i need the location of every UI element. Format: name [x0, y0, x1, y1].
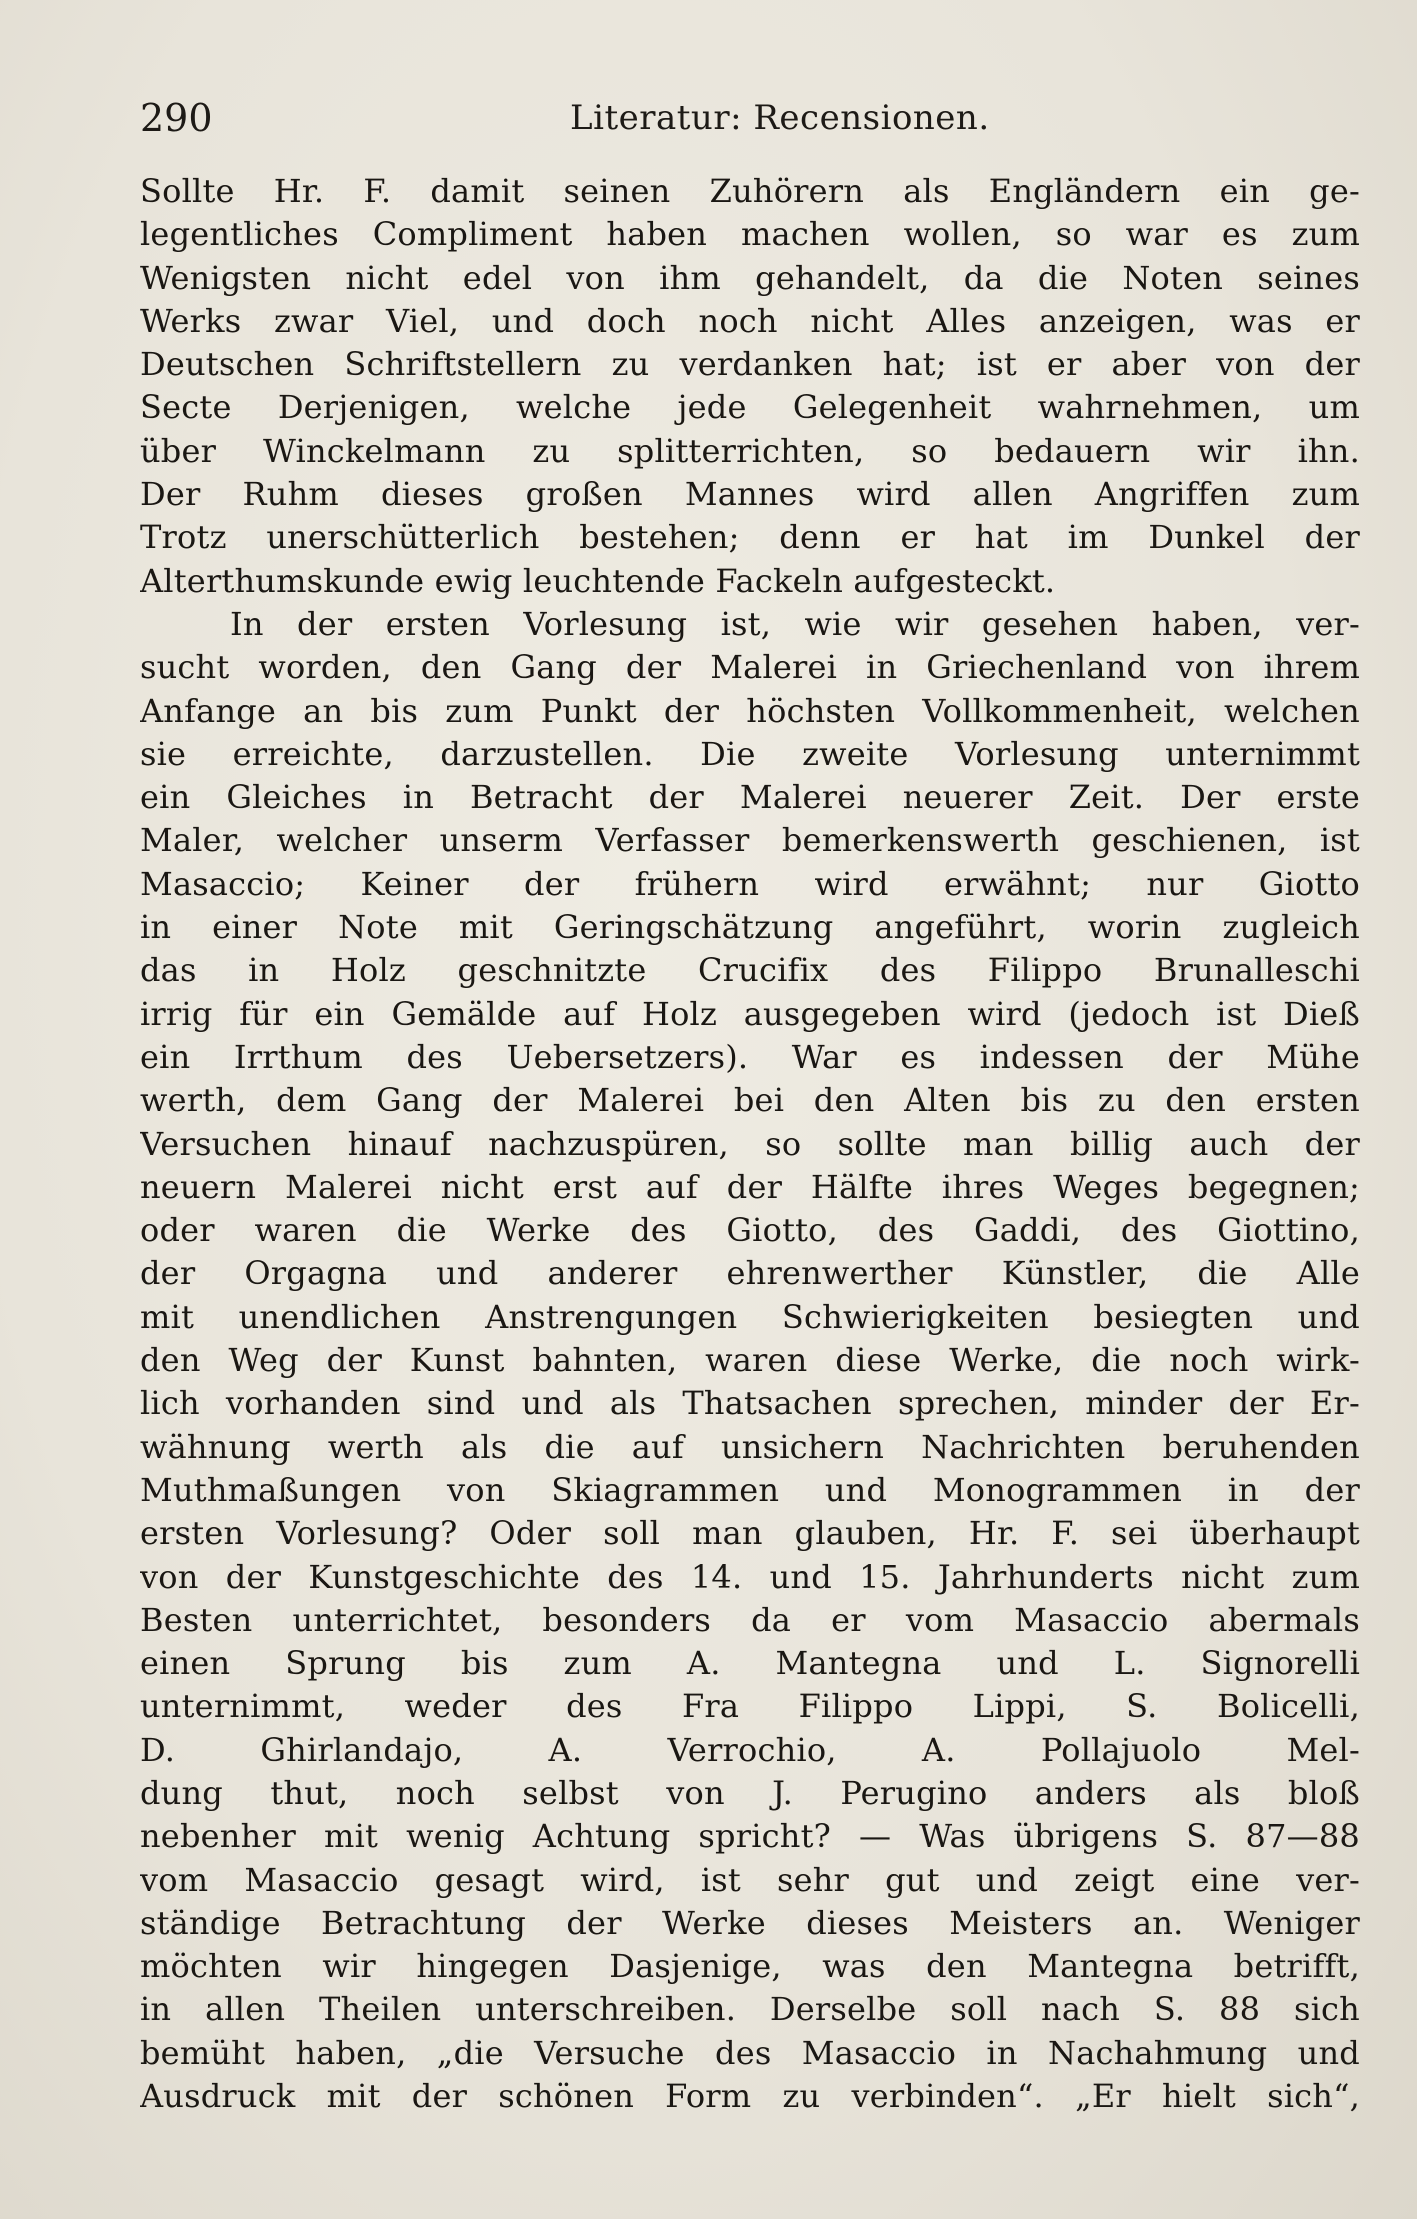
- text-line: sucht worden, den Gang der Malerei in Griechenland von ihrem: [140, 648, 1360, 687]
- text-line: D. Ghirlandajo, A. Verrochio, A. Pollajuolo Mel-: [140, 1730, 1360, 1769]
- text-line: ein Irrthum des Uebersetzers). War es indessen der Mühe: [140, 1037, 1360, 1076]
- text-line-paragraph-start: In der ersten Vorlesung ist, wie wir gesehen haben, ver-: [230, 604, 1360, 643]
- text-line: Alterthumskunde ewig leuchtende Fackeln aufgesteckt.: [140, 561, 1056, 600]
- text-line: einen Sprung bis zum A. Mantegna und L. Signorelli: [140, 1644, 1360, 1683]
- text-line: sie erreichte, darzustellen. Die zweite Vorlesung unternimmt: [140, 734, 1360, 773]
- text-line: Ausdruck mit der schönen Form zu verbinden“. „Er hielt sich“,: [140, 2077, 1360, 2116]
- text-line: Versuchen hinauf nachzuspüren, so sollte man billig auch der: [140, 1124, 1360, 1163]
- text-line: von der Kunstgeschichte des 14. und 15. Jahrhunderts nicht zum: [140, 1557, 1360, 1596]
- text-line: den Weg der Kunst bahnten, waren diese Werke, die noch wirk-: [140, 1341, 1360, 1380]
- text-line: Der Ruhm dieses großen Mannes wird allen Angriffen zum: [140, 475, 1360, 514]
- text-line: möchten wir hingegen Dasjenige, was den Mantegna betrifft,: [140, 1947, 1360, 1986]
- text-line: in allen Theilen unterschreiben. Derselbe soll nach S. 88 sich: [140, 1990, 1360, 2029]
- text-line: Sollte Hr. F. damit seinen Zuhörern als Engländern ein ge-: [140, 172, 1360, 210]
- page-header: [140, 90, 1360, 146]
- text-line: vom Masaccio gesagt wird, ist sehr gut und zeigt eine ver-: [140, 1860, 1360, 1899]
- text-line: wähnung werth als die auf unsichern Nachrichten beruhenden: [140, 1427, 1360, 1466]
- text-line: werth, dem Gang der Malerei bei den Alten bis zu den ersten: [140, 1081, 1360, 1120]
- text-line: ständige Betrachtung der Werke dieses Meisters an. Weniger: [140, 1903, 1360, 1942]
- text-line: über Winckelmann zu splitterrichten, so bedauern wir ihn.: [140, 431, 1360, 470]
- text-line: mit unendlichen Anstrengungen Schwierigkeiten besiegten und: [140, 1297, 1360, 1336]
- text-line: Wenigsten nicht edel von ihm gehandelt, da die Noten seines: [140, 258, 1360, 297]
- text-line: neuern Malerei nicht erst auf der Hälfte ihres Weges begegnen;: [140, 1167, 1360, 1206]
- text-line: Maler, welcher unserm Verfasser bemerkenswerth geschienen, ist: [140, 821, 1360, 860]
- text-line: Secte Derjenigen, welche jede Gelegenheit wahrnehmen, um: [140, 388, 1360, 427]
- text-line: oder waren die Werke des Giotto, des Gaddi, des Giottino,: [140, 1211, 1360, 1250]
- text-line: nebenher mit wenig Achtung spricht? — Was übrigens S. 87—88: [140, 1817, 1360, 1856]
- text-line: bemüht haben, „die Versuche des Masaccio in Nachahmung und: [140, 2033, 1360, 2072]
- text-line: irrig für ein Gemälde auf Holz ausgegeben wird (jedoch ist Dieß: [140, 994, 1360, 1033]
- running-head: Literatur: Recensionen.: [570, 98, 990, 138]
- text-line: das in Holz geschnitzte Crucifix des Filippo Brunalleschi: [140, 951, 1360, 990]
- text-line: in einer Note mit Geringschätzung angeführt, worin zugleich: [140, 908, 1360, 947]
- text-line: lich vorhanden sind und als Thatsachen sprechen, minder der Er-: [140, 1384, 1360, 1423]
- text-line: Anfange an bis zum Punkt der höchsten Vollkommenheit, welchen: [140, 691, 1360, 730]
- text-line: der Orgagna und anderer ehrenwerther Künstler, die Alle: [140, 1254, 1360, 1293]
- text-line: Besten unterrichtet, besonders da er vom Masaccio abermals: [140, 1600, 1360, 1639]
- text-line: Deutschen Schriftstellern zu verdanken hat; ist er aber von der: [140, 345, 1360, 384]
- text-line: Masaccio; Keiner der frühern wird erwähnt; nur Giotto: [140, 864, 1360, 903]
- page-number: 290: [140, 96, 213, 140]
- text-line: Muthmaßungen von Skiagrammen und Monogrammen in der: [140, 1470, 1360, 1509]
- text-line: Trotz unerschütterlich bestehen; denn er hat im Dunkel der: [140, 518, 1360, 557]
- text-line: unternimmt, weder des Fra Filippo Lippi, S. Bolicelli,: [140, 1687, 1360, 1726]
- text-line: Werks zwar Viel, und doch noch nicht Alles anzeigen, was er: [140, 301, 1360, 340]
- text-line: ersten Vorlesung? Oder soll man glauben, Hr. F. sei überhaupt: [140, 1514, 1360, 1553]
- text-line: ein Gleiches in Betracht der Malerei neuerer Zeit. Der erste: [140, 778, 1360, 817]
- body-text: [140, 170, 1360, 2116]
- text-line: legentliches Compliment haben machen wollen, so war es zum: [140, 215, 1360, 254]
- text-line: dung thut, noch selbst von J. Perugino anders als bloß: [140, 1773, 1360, 1812]
